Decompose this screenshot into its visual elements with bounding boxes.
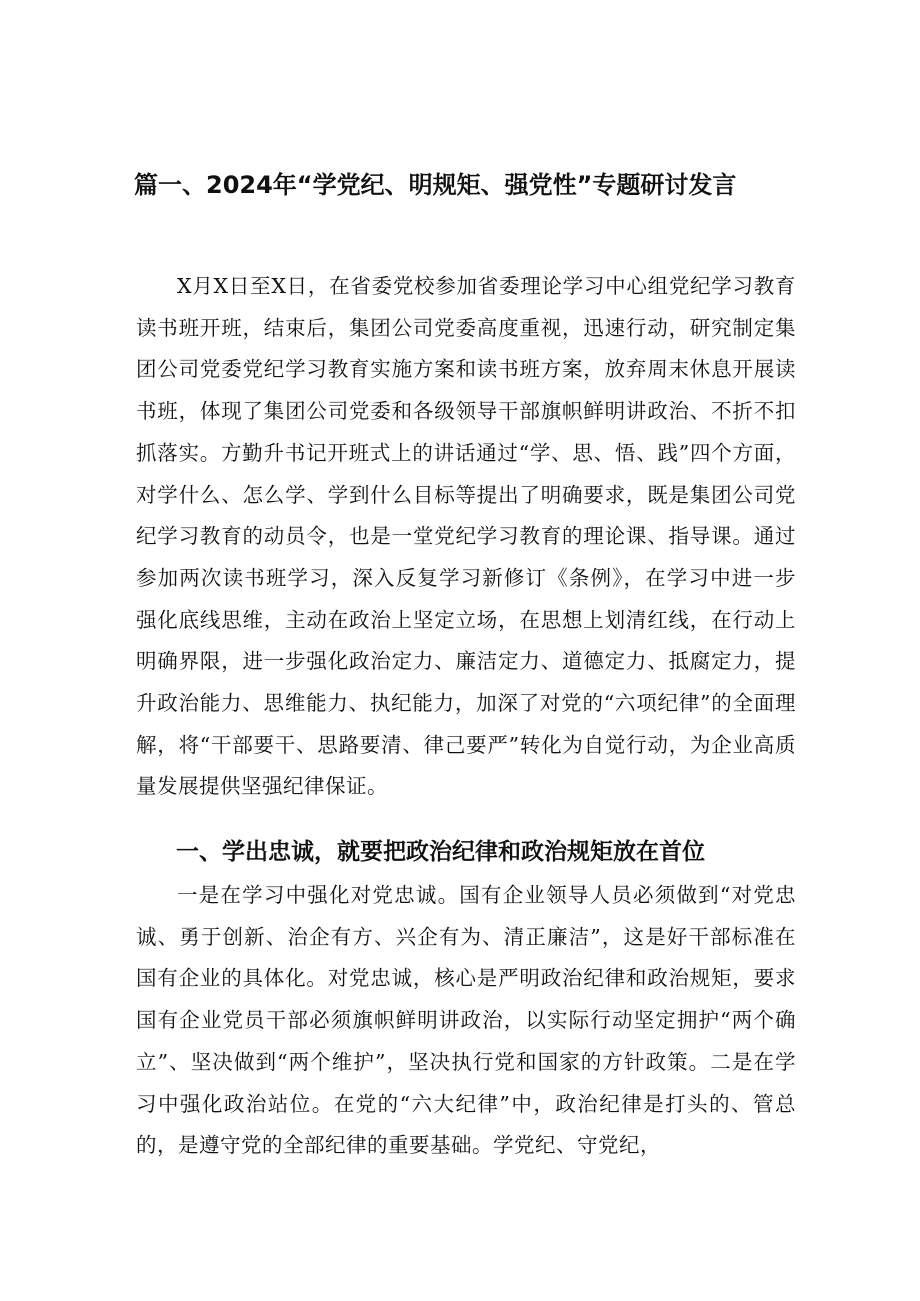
document-title: 篇一、2024年“学党纪、明规矩、强党性”专题研讨发言 (134, 171, 737, 199)
section-heading-1: 一、学出忠诚，就要把政治纪律和政治规矩放在首位 (176, 839, 705, 865)
section-1-paragraph: 一是在学习中强化对党忠诚。国有企业领导人员必须做到“对党忠诚、勇于创新、治企有方、兴企有为、清正廉洁”，这是好干部标准在国有企业的具体化。对党忠诚，核心是严明政治纪律和政治规矩，要求国有企业党员干部必须旗帜鲜明讲政治，以实际行动坚定拥护“两个确立”、坚决做到“两个维护”，坚决执行党和国家的方针政策。二是在学习中强化政治站位。在党的“六大纪律”中，政治纪律是打头的、管总的，是遵守党的全部纪律的重要基础。学党纪、守党纪， (136, 883, 796, 1158)
intro-paragraph: X月X日至X日，在省委党校参加省委理论学习中心组党纪学习教育读书班开班，结束后，集团公司党委高度重视，迅速行动，研究制定集团公司党委党纪学习教育实施方案和读书班方案，放弃周末休息开展读书班，体现了集团公司党委和各级领导干部旗帜鲜明讲政治、不折不扣抓落实。方勤升书记开班式上的讲话通过“学、思、悟、践”四个方面，对学什么、怎么学、学到什么目标等提出了明确要求，既是集团公司党纪学习教育的动员令，也是一堂党纪学习教育的理论课、指导课。通过参加两次读书班学习，深入反复学习新修订《条例》，在学习中进一步强化底线思维，主动在政治上坚定立场，在思想上划清红线，在行动上明确界限，进一步强化政治定力、廉洁定力、道德定力、抵腐定力，提升政治能力、思维能力、执纪能力，加深了对党的“六项纪律”的全面理解，将“干部要干、思路要清、律己要严”转化为自觉行动，为企业高质量发展提供坚强纪律保证。 (136, 274, 796, 799)
